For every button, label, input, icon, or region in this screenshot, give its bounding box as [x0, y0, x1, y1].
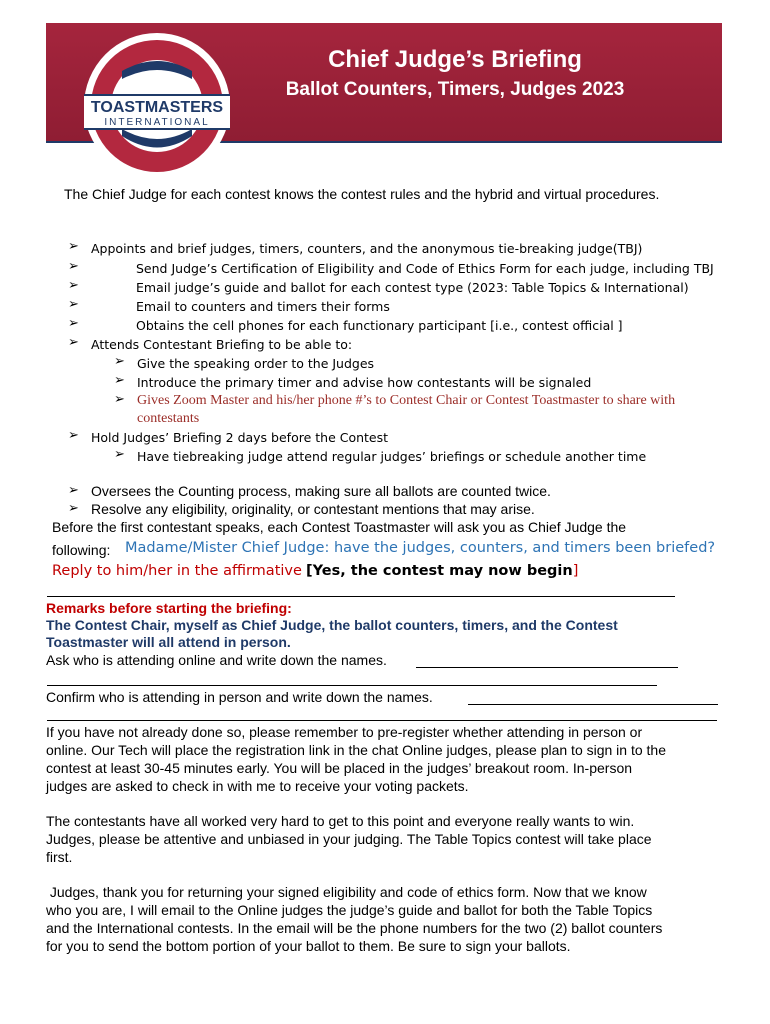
preregister-paragraph-line1: If you have not already done so, please remember to pre-register whether attending in person or	[46, 724, 643, 740]
bullet-tiebreaking-judge: Have tiebreaking judge attend regular judges’ briefings or schedule another time	[137, 449, 647, 464]
thanks-paragraph-line4: for you to send the bottom portion of your ballot to them. Be sure to sign your ballots.	[46, 938, 571, 954]
reply-instruction: Reply to him/her in the affirmative	[52, 563, 302, 579]
arrow-bullet-icon: ➢	[68, 482, 79, 497]
arrow-bullet-icon: ➢	[114, 372, 125, 387]
bullet-send-certification: Send Judge’s Certification of Eligibility and Code of Ethics Form for each judge, including TBJ	[136, 261, 714, 276]
bullet-contestant-briefing: Attends Contestant Briefing to be able to:	[91, 337, 353, 352]
remarks-heading: Remarks before starting the briefing:	[46, 600, 292, 616]
contestants-paragraph-line2: Judges, please be attentive and unbiased in your judging. The Table Topics contest will take place	[46, 831, 652, 847]
online-names-blank[interactable]	[416, 667, 678, 668]
bullet-speaking-order: Give the speaking order to the Judges	[137, 356, 375, 371]
arrow-bullet-icon: ➢	[68, 258, 79, 273]
bullet-email-counters: Email to counters and timers their forms	[136, 299, 390, 314]
arrow-bullet-icon: ➢	[68, 296, 79, 311]
divider-line	[47, 596, 675, 597]
bullet-email-guide: Email judge’s guide and ballot for each contest type (2023: Table Topics & International)	[136, 280, 689, 295]
arrow-bullet-icon: ➢	[68, 315, 79, 330]
bullet-zoom-master: Gives Zoom Master and his/her phone #’s to Contest Chair or Contest Toastmaster to share with	[137, 393, 676, 408]
thanks-paragraph-line1: Judges, thank you for returning your signed eligibility and code of ethics form. Now that we know	[46, 884, 647, 900]
arrow-bullet-icon: ➢	[68, 500, 79, 515]
confirm-in-person-text: Confirm who is attending in person and write down the names.	[46, 689, 433, 705]
logo-text-bottom: INTERNATIONAL	[104, 117, 210, 128]
bullet-resolve-eligibility: Resolve any eligibility, originality, or contestant mentions that may arise.	[91, 501, 535, 517]
contestants-paragraph-line3: first.	[46, 849, 73, 865]
remarks-attendance-cont: Toastmaster will all attend in person.	[46, 634, 291, 650]
arrow-bullet-icon: ➢	[68, 238, 79, 253]
arrow-bullet-icon: ➢	[68, 277, 79, 292]
following-label: following:	[52, 542, 111, 558]
toastmaster-question: Madame/Mister Chief Judge: have the judges, counters, and timers been briefed?	[125, 540, 716, 556]
in-person-names-blank[interactable]	[468, 704, 718, 705]
in-person-names-blank-2[interactable]	[47, 720, 717, 721]
preregister-paragraph-line2: online. Our Tech will place the registration link in the chat Online judges, please plan to sign in to the	[46, 742, 666, 758]
before-contest-text: Before the first contestant speaks, each Contest Toastmaster will ask you as Chief Judge the	[52, 519, 627, 535]
reply-answer: [Yes, the contest may now begin	[305, 563, 573, 579]
arrow-bullet-icon: ➢	[114, 446, 125, 461]
preregister-paragraph-line3: contest at least 30-45 minutes early. You will be placed in the judges’ breakout room. In-person	[46, 760, 633, 776]
arrow-bullet-icon: ➢	[114, 391, 125, 406]
remarks-attendance: The Contest Chair, myself as Chief Judge, the ballot counters, timers, and the Contest	[46, 617, 618, 633]
reply-line	[52, 561, 578, 581]
thanks-paragraph-line2: who you are, I will email to the Online judges the judge’s guide and ballot for both the Table Topics	[46, 902, 653, 918]
intro-text: The Chief Judge for each contest knows the contest rules and the hybrid and virtual procedures.	[64, 186, 660, 202]
toastmasters-logo	[82, 31, 232, 181]
document-subtitle: Ballot Counters, Timers, Judges 2023	[285, 79, 625, 100]
logo-text-top: TOASTMASTERS	[90, 99, 224, 116]
bullet-appoints: Appoints and brief judges, timers, counters, and the anonymous tie-breaking judge(TBJ)	[91, 241, 643, 256]
bullet-counting-process: Oversees the Counting process, making sure all ballots are counted twice.	[91, 483, 551, 499]
thanks-paragraph-line3: and the International contests. In the email will be the phone numbers for the two (2) ballot counters	[46, 920, 663, 936]
arrow-bullet-icon: ➢	[114, 353, 125, 368]
bullet-introduce-timer: Introduce the primary timer and advise how contestants will be signaled	[137, 375, 592, 390]
ask-online-text: Ask who is attending online and write down the names.	[46, 652, 387, 668]
contestants-paragraph-line1: The contestants have all worked very hard to get to this point and everyone really wants to win.	[46, 813, 635, 829]
bullet-judges-briefing: Hold Judges’ Briefing 2 days before the Contest	[91, 430, 389, 445]
preregister-paragraph-line4: judges are asked to check in with me to receive your voting packets.	[46, 778, 469, 794]
arrow-bullet-icon: ➢	[68, 427, 79, 442]
online-names-blank-2[interactable]	[47, 685, 657, 686]
bullet-cell-phones: Obtains the cell phones for each functionary participant [i.e., contest official ]	[136, 318, 623, 333]
bullet-zoom-master-cont: contestants	[137, 411, 200, 426]
document-title: Chief Judge’s Briefing	[328, 46, 582, 73]
arrow-bullet-icon: ➢	[68, 334, 79, 349]
reply-close-bracket: ]	[572, 563, 579, 579]
